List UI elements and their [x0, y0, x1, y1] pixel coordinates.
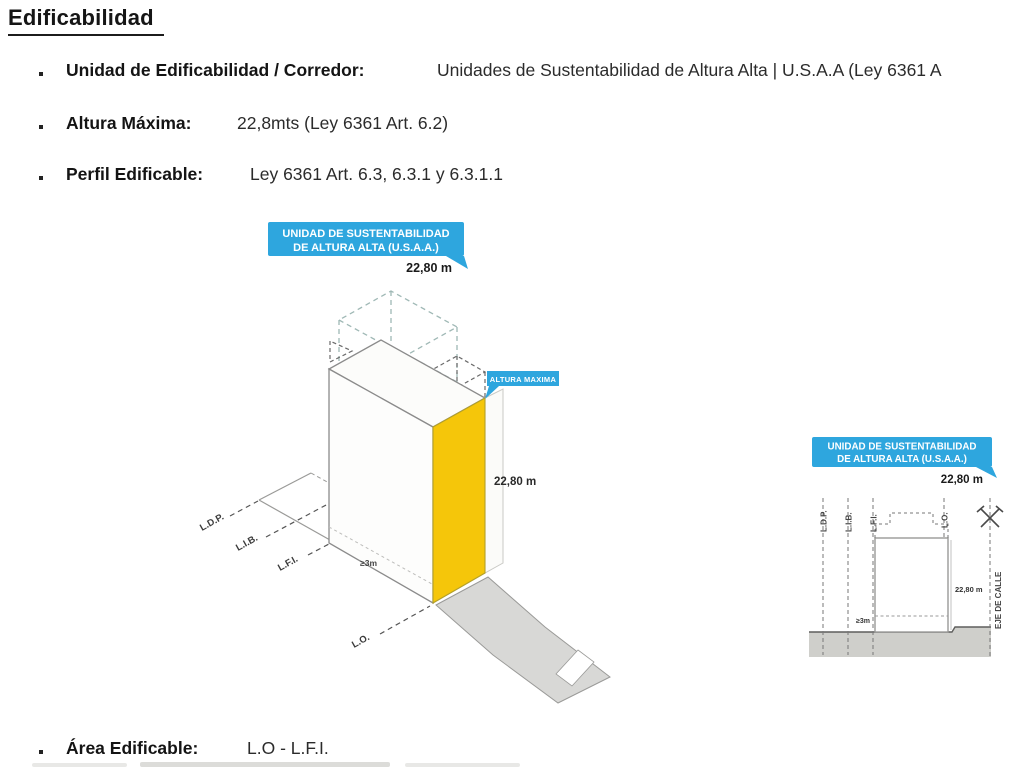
lot-front-edge: [259, 500, 330, 540]
bullet-label-altura: Altura Máxima:: [66, 113, 192, 133]
section-line-label-lfi: L.F.I.: [869, 514, 879, 532]
section-callout-line2: DE ALTURA ALTA (U.S.A.A.): [837, 454, 967, 465]
bullet-value-perfil: Ley 6361 Art. 6.3, 6.3.1 y 6.3.1.1: [250, 164, 503, 184]
crossed-tools-icon: [977, 506, 1003, 527]
iso-line-label-lfi: L.F.I.: [276, 553, 300, 574]
iso-line-label-lib: L.I.B.: [234, 532, 260, 554]
page-title: Edificabilidad: [8, 5, 164, 36]
bullet-value-area: L.O - L.F.I.: [247, 738, 329, 758]
iso-callout-height: 22,80 m: [406, 261, 452, 275]
iso-setback-label: ≥3m: [360, 558, 377, 568]
section-line-label-ldp: L.D.P.: [819, 510, 829, 532]
iso-diagram: [198, 222, 610, 703]
iso-line-label-lo: L.O.: [350, 632, 372, 651]
section-height-label: 22,80 m: [955, 585, 983, 594]
building-highlight-face: [433, 398, 485, 603]
lot-hidden-edge: [311, 473, 329, 483]
bullet-label-perfil: Perfil Edificable:: [66, 164, 204, 184]
section-line-label-lib: L.I.B.: [844, 512, 854, 532]
section-diagram: [809, 437, 1003, 657]
section-building: [875, 538, 948, 632]
section-callout-height: 22,80 m: [940, 474, 983, 486]
section-setback-label: ≥3m: [856, 618, 870, 625]
section-setback-profile: [875, 513, 948, 538]
iso-line-label-ldp: L.D.P.: [198, 511, 226, 534]
lot-back-edge: [259, 473, 311, 500]
altura-maxima-tag-label: ALTURA MAXIMA: [489, 375, 557, 384]
section-line-label-lo: L.O.: [940, 512, 950, 528]
cutoff-text-smudge: [32, 763, 127, 767]
bullet-label-area: Área Edificable:: [66, 738, 199, 758]
iso-height-label: 22,80 m: [494, 476, 537, 488]
section-callout-line1: UNIDAD DE SUSTENTABILIDAD: [827, 441, 977, 453]
cutoff-text-smudge: [140, 762, 390, 767]
cutoff-text-smudge: [405, 763, 520, 767]
bullet-label-unidad: Unidad de Edificabilidad / Corredor:: [66, 60, 365, 80]
section-street-axis-label: EJE DE CALLE: [994, 571, 1003, 629]
bullet-value-altura: 22,8mts (Ley 6361 Art. 6.2): [237, 113, 449, 133]
bullet-value-unidad: Unidades de Sustentabilidad de Altura Alta | U.S.A.A (Ley 6361 A: [437, 60, 942, 80]
iso-callout-line1: UNIDAD DE SUSTENTABILIDAD: [282, 228, 450, 240]
street-strip: [436, 577, 610, 703]
iso-callout-line2: DE ALTURA ALTA (U.S.A.A.): [293, 242, 439, 254]
